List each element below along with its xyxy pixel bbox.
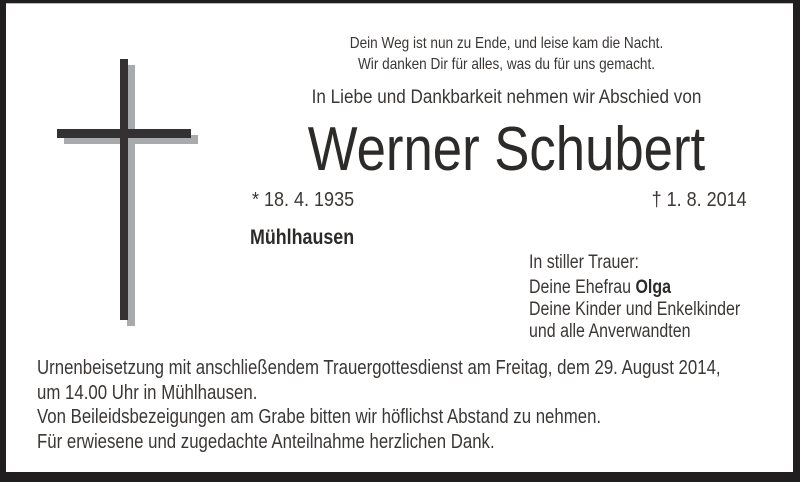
- funeral-line-4: Für erwiesene und zugedachte Anteilnahme herzlichen Dank.: [37, 430, 495, 453]
- verse-line-1: Dein Weg ist nun zu Ende, und leise kam die Nacht.: [349, 35, 664, 52]
- mourner-line-relatives: und alle Anverwandten: [529, 321, 691, 342]
- funeral-info: [37, 356, 721, 454]
- mourner-line-children: Deine Kinder und Enkelkinder: [529, 299, 741, 320]
- border-bottom: [0, 472, 800, 482]
- memorial-verse: [263, 33, 750, 75]
- border-left: [0, 0, 6, 482]
- funeral-line-3: Von Beileidsbezeigungen am Grabe bitten wir höflichst Abstand zu nehmen.: [37, 406, 602, 429]
- cross-vertical-bar: [120, 59, 128, 320]
- intro-line: In Liebe und Dankbarkeit nehmen wir Abschied von: [311, 87, 702, 108]
- deceased-name: Werner Schubert: [307, 115, 706, 184]
- border-right: [793, 0, 800, 482]
- cross-horizontal-bar: [57, 129, 191, 138]
- wife-name: Olga: [635, 277, 671, 298]
- funeral-line-1: Urnenbeisetzung mit anschließendem Trauergottesdienst am Freitag, dem 29. August 2014,: [37, 357, 721, 379]
- border-top-shadow: [6, 3, 793, 4]
- place-name: Mühlhausen: [250, 226, 355, 249]
- wife-prefix: Deine Ehefrau: [529, 277, 636, 298]
- funeral-line-2: um 14.00 Uhr in Mühlhausen.: [37, 381, 258, 404]
- death-date: † 1. 8. 2014: [651, 189, 747, 211]
- mourners-block: [529, 252, 740, 343]
- mourner-line-wife: [529, 277, 740, 299]
- cross-vertical-shadow: [127, 65, 135, 326]
- life-dates: [252, 188, 747, 212]
- birth-date: * 18. 4. 1935: [252, 189, 355, 211]
- verse-line-2: Wir danken Dir für alles, was du für uns gemacht.: [357, 56, 656, 73]
- mourning-heading: In stiller Trauer:: [529, 252, 639, 273]
